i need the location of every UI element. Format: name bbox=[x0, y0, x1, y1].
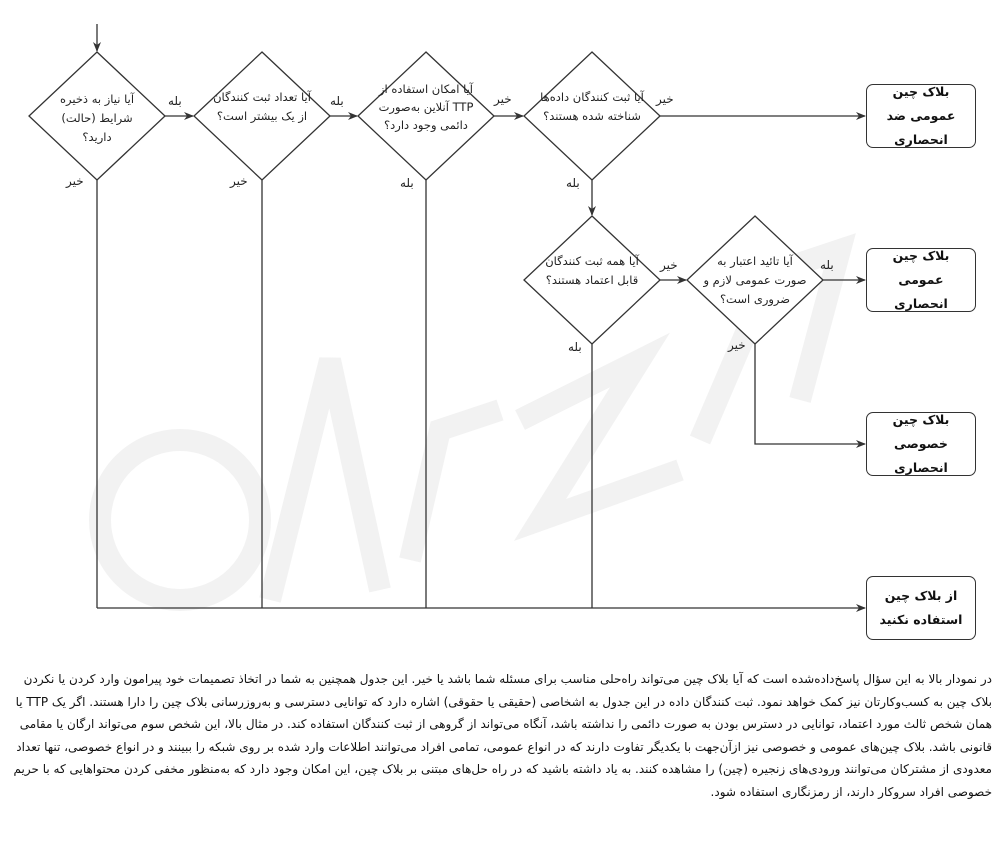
outcome-label: از بلاک چین استفاده نکنید bbox=[879, 588, 963, 627]
edge-label-d2-no: خیر bbox=[230, 174, 248, 188]
outcome-public-permissionless bbox=[866, 84, 976, 148]
decision-public-verifiability: آیا تائید اعتبار به صورت عمومی لازم و ضروری است؟ bbox=[703, 254, 807, 306]
decision-writers-known: آیا ثبت کنندگان داده‌ها شناخته شده هستند؟ bbox=[540, 90, 644, 123]
edge-label-d1-no: خیر bbox=[66, 174, 84, 188]
edge-label-d3-no: خیر bbox=[494, 92, 512, 106]
decision-writers-trusted: آیا همه ثبت کنندگان قابل اعتماد هستند؟ bbox=[545, 254, 639, 287]
outcome-public-permissioned bbox=[866, 248, 976, 312]
outcome-label: بلاک چین خصوصی انحصاری bbox=[892, 412, 950, 475]
outcome-private-permissioned bbox=[866, 412, 976, 476]
edge-label-d5-no: خیر bbox=[660, 258, 678, 272]
edge-label-d4-no: خیر bbox=[656, 92, 674, 106]
edge-label-d2-yes: بله bbox=[330, 94, 344, 108]
edge-label-d6-no: خیر bbox=[728, 338, 746, 352]
decision-online-ttp: آیا امکان استفاده از TTP آنلاین به‌صورت دائمی وجود دارد؟ bbox=[378, 82, 474, 132]
edge-label-d1-yes: بله bbox=[168, 94, 182, 108]
edge-label-d3-yes: بله bbox=[400, 176, 414, 190]
decision-multiple-writers: آیا تعداد ثبت کنندگان از یک بیشتر است؟ bbox=[213, 90, 311, 123]
explanation-paragraph: در نمودار بالا به این سؤال پاسخ‌داده‌شده است که آیا بلاک چین می‌تواند راه‌حلی مناسب برای مسئله شما باشد یا خیر. این جدول همچنین به شما در اتخاذ تصمیمات خود پیرامون وارد کردن یا نکردن بلاک چین به کسب‌وکارتان نیز کمک خواهد نمود. ثبت کنندگان داده در این جدول به اشخاصی (حقیقی یا حقوقی) اشاره دارد که توانایی دسترسی و به‌روزرسانی بلاک چین را دارا هستند. اگر یک TTP یا همان شخص ثالث مورد اعتماد، توانایی در دسترس بودن به صورت دائمی را نداشته باشد، آنگاه می‌تواند از گروهی از ثبت کنندگان استفاده کند. در مثال بالا، این شخص سوم می‌تواند ارگان یا مقامی قانونی باشد. بلاک چین‌های عمومی و خصوصی نیز ازآن‌جهت با یکدیگر تفاوت دارند که در انواع عمومی، تمامی افراد می‌توانند اطلاعات وارد شده بر روی شبکه را ببینند و در انواع خصوصی، تنها تعداد معدودی از مشترکان می‌توانند ورودی‌های زنجیره (چین) را مشاهده کنند. به یاد داشته باشید که در راه حل‌های مبتنی بر بلاک چین، این امکان وجود دارد که به‌منظور مخفی کردن محتواهایی که با حریم خصوصی افراد سروکار دارند، از رمزنگاری استفاده شود. bbox=[13, 672, 992, 799]
outcome-label: بلاک چین عمومی ضد انحصاری bbox=[886, 84, 956, 147]
edge-label-d6-yes: بله bbox=[820, 258, 834, 272]
decision-store-state: آیا نیاز به ذخیره شرایط (حالت) دارید؟ bbox=[59, 92, 135, 144]
outcome-dont-use-blockchain bbox=[866, 576, 976, 640]
outcome-label: بلاک چین عمومی انحصاری bbox=[892, 248, 950, 311]
edge-label-d5-yes: بله bbox=[568, 340, 582, 354]
edge-label-d4-yes: بله bbox=[566, 176, 580, 190]
